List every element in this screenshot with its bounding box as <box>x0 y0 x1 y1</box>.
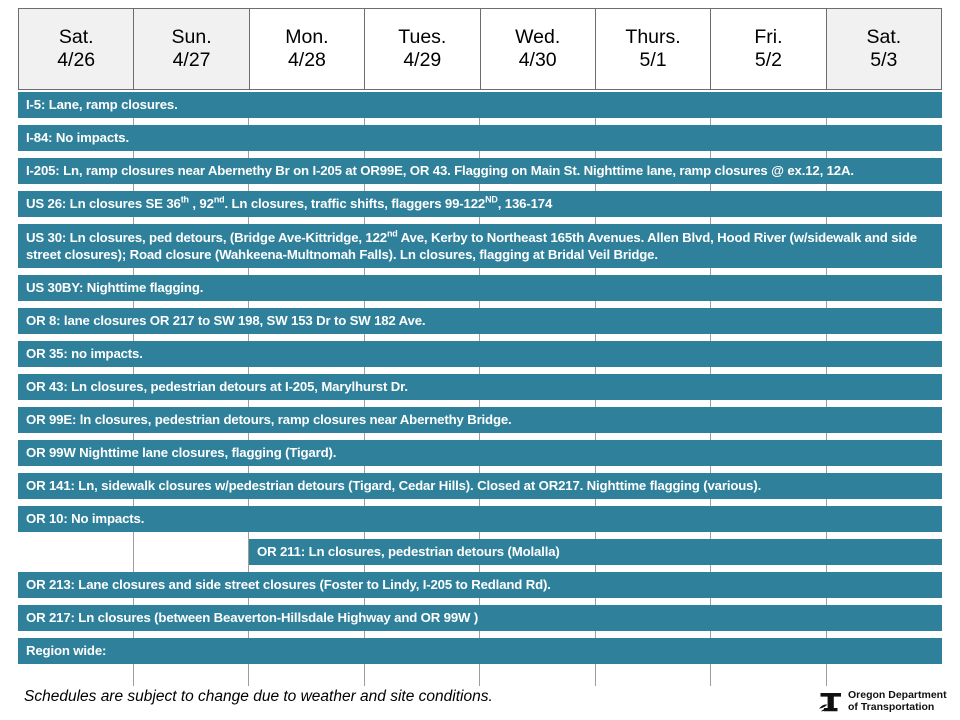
day-header-cell <box>481 9 596 89</box>
closure-bar-or-10[interactable] <box>18 506 942 532</box>
closure-bar-label: OR 141: Ln, sidewalk closures w/pedestrian detours (Tigard, Cedar Hills). Closed at OR217. Nighttime flagging (various). <box>26 478 762 494</box>
closure-bar-or-35[interactable] <box>18 341 942 367</box>
schedule-row <box>18 539 942 572</box>
schedule-row <box>18 374 942 407</box>
day-header-cell <box>365 9 480 89</box>
closure-bar-label: Region wide: <box>26 643 107 659</box>
closure-bar-label: OR 8: lane closures OR 217 to SW 198, SW 153 Dr to SW 182 Ave. <box>26 313 426 329</box>
day-date: 4/30 <box>518 49 557 71</box>
schedule-row <box>18 308 942 341</box>
day-header-cell <box>596 9 711 89</box>
closure-bar-label: I-205: Ln, ramp closures near Abernethy Br on I-205 at OR99E, OR 43. Flagging on Main St. Nighttime lane, ramp closures @ ex.12, 12A. <box>26 163 854 179</box>
day-date: 4/27 <box>172 49 211 71</box>
closure-bar-label: I-84: No impacts. <box>26 130 129 146</box>
odot-logo-line-2: of Transportation <box>848 701 935 713</box>
day-date: 4/26 <box>57 49 96 71</box>
schedule-rows <box>18 92 942 686</box>
closure-bar-or-43[interactable] <box>18 374 942 400</box>
schedule-row <box>18 125 942 158</box>
closure-bar-or-99w[interactable] <box>18 440 942 466</box>
schedule-row <box>18 473 942 506</box>
closure-bar-label: OR 217: Ln closures (between Beaverton-Hillsdale Highway and OR 99W ) <box>26 610 479 626</box>
day-header-row <box>18 8 942 90</box>
day-header-cell <box>827 9 941 89</box>
closure-bar-label: OR 10: No impacts. <box>26 511 145 527</box>
closure-bar-i-5[interactable] <box>18 92 942 118</box>
odot-logo-line-1: Oregon Department <box>848 689 947 702</box>
schedule-row <box>18 407 942 440</box>
closure-bar-label: I-5: Lane, ramp closures. <box>26 97 178 113</box>
closure-bar-region-wide[interactable] <box>18 638 942 664</box>
day-date: 4/29 <box>403 49 442 71</box>
closure-bar-or-8[interactable] <box>18 308 942 334</box>
day-name: Sat. <box>58 26 94 48</box>
closure-bar-or-217[interactable] <box>18 605 942 631</box>
day-name: Sat. <box>866 26 902 48</box>
day-name: Wed. <box>515 26 561 48</box>
closure-bar-us-30[interactable] <box>18 224 942 268</box>
closure-bar-label: US 30BY: Nighttime flagging. <box>26 280 204 296</box>
closure-bar-label: US 30: Ln closures, ped detours, (Bridge Ave-Kittridge, 122nd Ave, Kerby to Northeast 165th Avenues. Allen Blvd, Hood River (w/sidewalk and side street closures); Road closure (Wahkeena-Multnomah Falls). Ln closures, flagging at Bridal Veil Bridge. <box>26 228 917 262</box>
day-name: Tues. <box>398 26 447 48</box>
schedule-row <box>18 572 942 605</box>
day-date: 5/2 <box>754 49 782 71</box>
closure-bar-label: OR 99E: ln closures, pedestrian detours, ramp closures near Abernethy Bridge. <box>26 412 512 428</box>
day-header-cell <box>711 9 826 89</box>
schedule-row <box>18 506 942 539</box>
day-date: 5/3 <box>870 49 898 71</box>
odot-logo <box>818 688 950 716</box>
closure-bar-or-99e[interactable] <box>18 407 942 433</box>
closure-bar-us-30by[interactable] <box>18 275 942 301</box>
schedule-row <box>18 158 942 191</box>
closure-bar-label: OR 213: Lane closures and side street closures (Foster to Lindy, I-205 to Redland Rd). <box>26 577 551 593</box>
day-header-cell <box>134 9 249 89</box>
closure-bar-i-84[interactable] <box>18 125 942 151</box>
schedule-row <box>18 638 942 671</box>
closure-bar-i-205[interactable] <box>18 158 942 184</box>
closure-bar-or-211[interactable] <box>249 539 942 565</box>
closure-bar-label: OR 211: Ln closures, pedestrian detours (Molalla) <box>257 544 560 560</box>
schedule-row <box>18 440 942 473</box>
odot-logo-text <box>848 690 947 714</box>
day-name: Mon. <box>285 26 329 48</box>
day-date: 5/1 <box>639 49 667 71</box>
schedule-row <box>18 605 942 638</box>
closure-bar-label: OR 99W Nighttime lane closures, flagging (Tigard). <box>26 445 337 461</box>
day-name: Sun. <box>171 26 212 48</box>
schedule-row <box>18 191 942 224</box>
odot-tree-t-icon <box>818 691 844 713</box>
schedule-row <box>18 224 942 275</box>
day-name: Fri. <box>754 26 783 48</box>
day-header-cell <box>19 9 134 89</box>
closure-bar-label: US 26: Ln closures SE 36th , 92nd. Ln closures, traffic shifts, flaggers 99-122ND, 136-174 <box>26 194 553 212</box>
closure-bar-us-26[interactable] <box>18 191 942 217</box>
day-name: Thurs. <box>625 26 681 48</box>
day-date: 4/28 <box>287 49 326 71</box>
closure-bar-label: OR 35: no impacts. <box>26 346 143 362</box>
schedule-row <box>18 275 942 308</box>
schedule-disclaimer: Schedules are subject to change due to weather and site conditions. <box>24 688 493 705</box>
schedule-row <box>18 92 942 125</box>
schedule-row <box>18 341 942 374</box>
day-header-cell <box>250 9 365 89</box>
closure-bar-or-141[interactable] <box>18 473 942 499</box>
closure-bar-or-213[interactable] <box>18 572 942 598</box>
closure-bar-label: OR 43: Ln closures, pedestrian detours at I-205, Marylhurst Dr. <box>26 379 408 395</box>
